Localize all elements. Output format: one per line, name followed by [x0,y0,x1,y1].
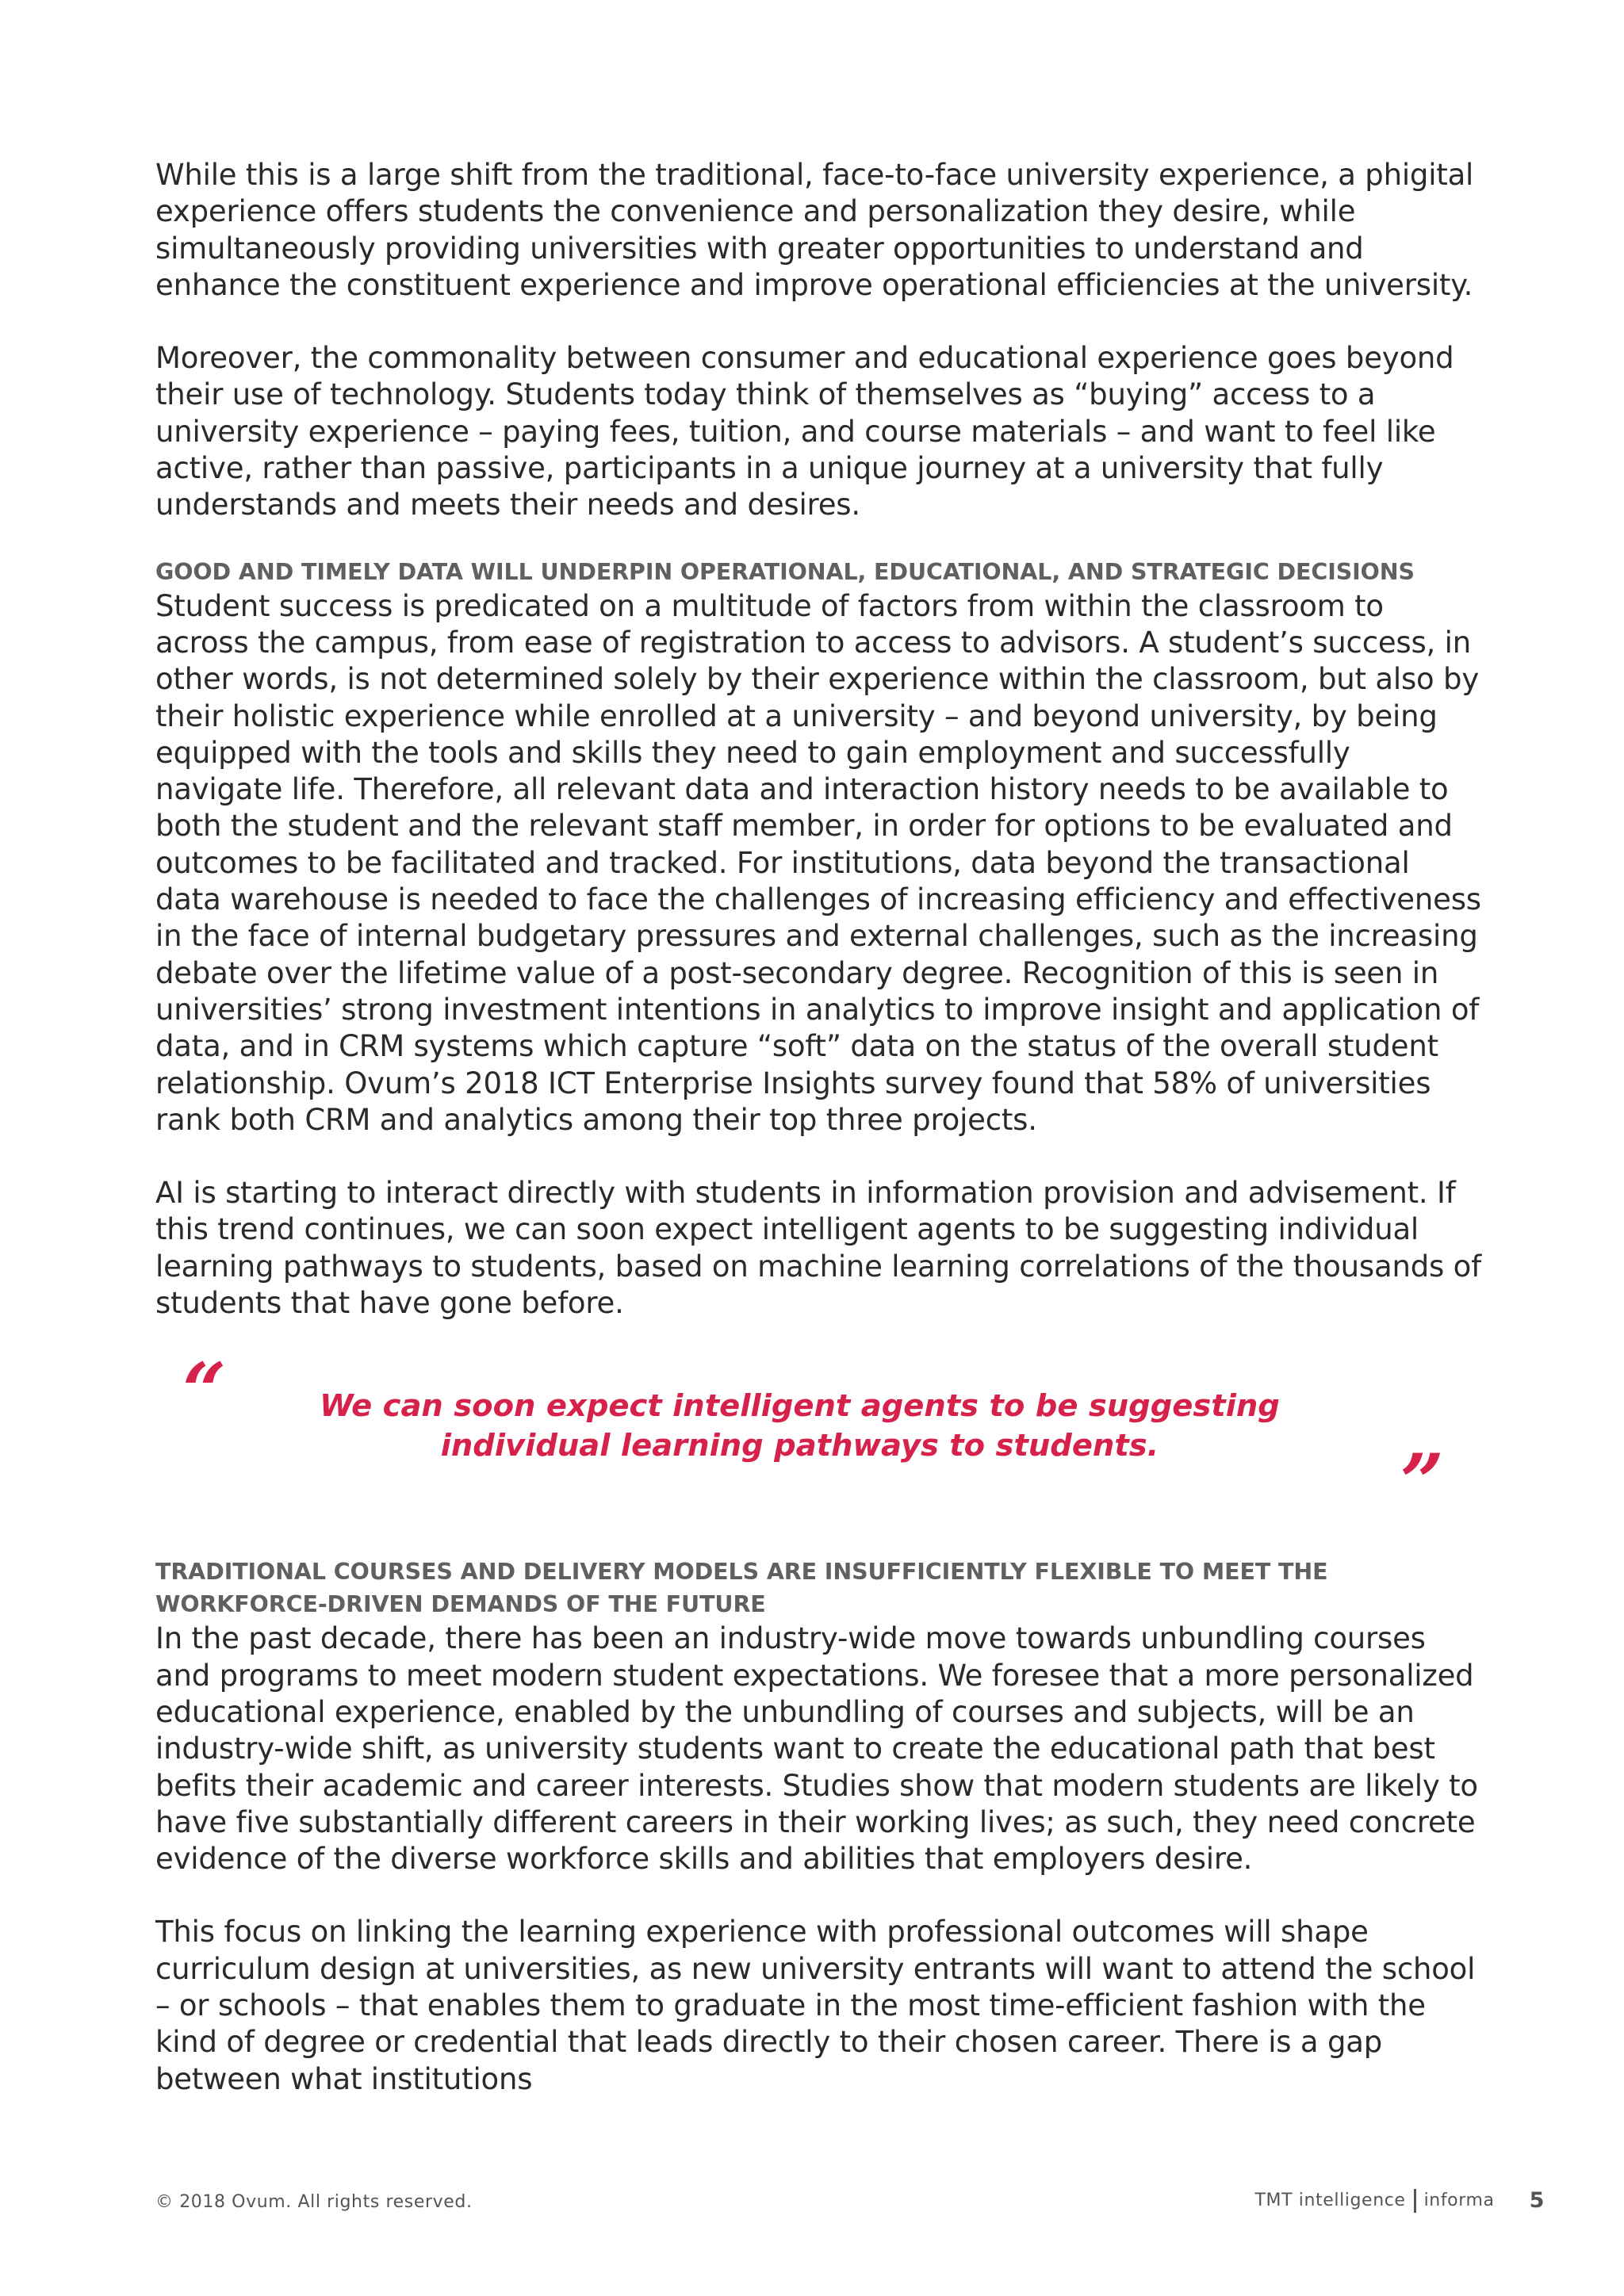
footer-brand-informa: informa [1423,2191,1495,2210]
paragraph-learning-outcomes: This focus on linking the learning experience with professional outcomes will shape curriculum design at universities, as new university entrants will want to attend the school – or schools – that enables them to graduate in the most time-efficient fashion with the kind of degree or credential that leads directly to their chosen career. There is a gap between what institutions [155,1915,1476,2096]
section-heading-data: GOOD AND TIMELY DATA WILL UNDERPIN OPERATIONAL, EDUCATIONAL, AND STRATEGIC DECISIONS [155,558,1415,585]
paragraph-commonality: Moreover, the commonality between consumer and educational experience goes beyond their use of technology. Students today think of themselves as “buying” access to a university experience – paying fees, tuition, and course materials – and want to feel like active, rather than passive, participants in a unique journey at a university that fully understands and meets their needs and desires. [155,341,1454,522]
open-quote-icon: “ [182,1346,227,1437]
section-heading-courses: TRADITIONAL COURSES AND DELIVERY MODELS ARE INSUFFICIENTLY FLEXIBLE TO MEET THE WORKFORCE-DRIVEN DEMANDS OF THE FUTURE [155,1559,1328,1618]
pull-quote-text: We can soon expect intelligent agents to be suggesting individual learning pathways to students. [320,1388,1280,1464]
page-content [155,157,1484,2098]
paragraph-unbundling: In the past decade, there has been an industry-wide move towards unbundling courses and programs to meet modern student expectations. We foresee that a more personalized educational experience, enabled by the unbundling of courses and subjects, will be an industry-wide shift, as university students want to create the educational path that best befits their academic and career interests. Studies show that modern students are likely to have five substantially different careers in their working lives; as such, they need concrete evidence of the diverse workforce skills and abilities that employers desire. [155,1621,1478,1877]
footer-copyright: © 2018 Ovum. All rights reserved. [155,2192,473,2212]
footer-brand-tmt: TMT intelligence [1254,2191,1406,2210]
footer-brand [1254,2188,1545,2213]
paragraph-phigital-experience: While this is a large shift from the traditional, face-to-face university experience, a phigital experience offers students the convenience and personalization they desire, while simultaneously providing universities with greater opportunities to understand and enhance the constituent experience and improve operational efficiencies at the university. [155,158,1474,302]
pull-quote [155,1346,1484,1556]
paragraph-student-success: Student success is predicated on a multitude of factors from within the classroom to across the campus, from ease of registration to access to advisors. A student’s success, in other words, is not determined solely by their experience within the classroom, but also by their holistic experience while enrolled at a university – and beyond university, by being equipped with the tools and skills they need to gain employment and successfully navigate life. Therefore, all relevant data and interaction history needs to be available to both the student and the relevant staff member, in order for options to be evaluated and outcomes to be facilitated and tracked. For institutions, data beyond the transactional data warehouse is needed to face the challenges of increasing efficiency and effectiveness in the face of internal budgetary pressures and external challenges, such as the increasing debate over the lifetime value of a post-secondary degree. Recognition of this is seen in universities’ strong investment intentions in analytics to improve insight and application of data, and in CRM systems which capture “soft” data on the status of the overall student relationship. Ovum’s 2018 ICT Enterprise Insights survey found that 58% of universities rank both CRM and analytics among their top three projects. [155,588,1481,1137]
close-quote-icon: ” [1400,1437,1444,1528]
footer-divider [1414,2189,1416,2213]
paragraph-ai: AI is starting to interact directly with students in information provision and advisement. If this trend continues, we can soon expect intelligent agents to be suggesting individual learning pathways to students, based on machine learning correlations of the thousands of students that have gone before. [155,1176,1481,1321]
page-number: 5 [1529,2188,1545,2213]
